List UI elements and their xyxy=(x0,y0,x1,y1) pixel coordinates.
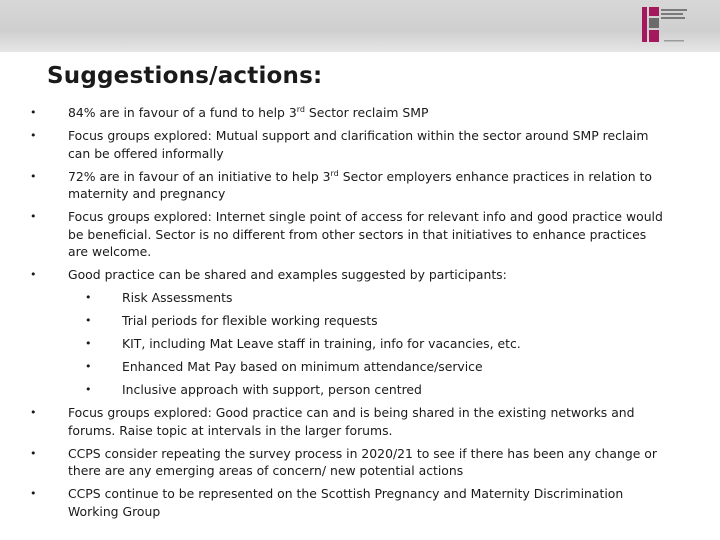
list-item: • Focus groups explored: Mutual support and clarification within the sector around SMP reclaim can be offered informally xyxy=(30,128,649,161)
bullet: • xyxy=(30,169,37,183)
suggestions-list xyxy=(30,104,670,526)
bullet: • xyxy=(85,291,92,304)
bullet: • xyxy=(85,360,92,373)
sub-list-item: • Risk Assessments xyxy=(85,290,233,305)
list-item: • 72% are in favour of an initiative to help 3rd Sector employers enhance practices in relation to maternity and pregnancy xyxy=(30,168,652,201)
list-item: • Good practice can be shared and examples suggested by participants: xyxy=(30,267,507,282)
page-title: Suggestions/actions: xyxy=(47,63,323,89)
header-banner xyxy=(0,0,720,52)
bullet: • xyxy=(85,337,92,350)
list-item: • 84% are in favour of a fund to help 3rd Sector reclaim SMP xyxy=(30,104,429,120)
bullet: • xyxy=(85,383,92,396)
bullet: • xyxy=(30,446,37,460)
bullet: • xyxy=(30,106,37,119)
list-item: • CCPS continue to be represented on the Scottish Pregnancy and Maternity Discrimination Working Group xyxy=(30,486,624,519)
bullet: • xyxy=(30,129,37,142)
list-item: • CCPS consider repeating the survey process in 2020/21 to see if there has been any change or there are any emerging areas of concern/ new potential actions xyxy=(30,445,657,478)
sub-list-item: • Inclusive approach with support, person centred xyxy=(85,382,422,397)
bullet: • xyxy=(30,268,37,281)
bullet: • xyxy=(30,406,37,419)
bullet: • xyxy=(85,314,92,327)
list-item: • Focus groups explored: Internet single point of access for relevant info and good practice would be beneficial. Sector is no different from other sectors in that initiatives to enhance practices are welcome. xyxy=(30,209,663,259)
sub-list-item: • KIT, including Mat Leave staff in training, info for vacancies, etc. xyxy=(85,336,521,351)
list-item: • Focus groups explored: Good practice can and is being shared in the existing networks and forums. Raise topic at intervals in the larger forums. xyxy=(30,405,635,438)
bullet: • xyxy=(30,210,37,223)
bullet: • xyxy=(30,487,37,500)
ccps-logo xyxy=(640,5,690,45)
sub-list-item: • Trial periods for flexible working requests xyxy=(85,313,378,328)
sub-list-item: • Enhanced Mat Pay based on minimum attendance/service xyxy=(85,359,483,374)
